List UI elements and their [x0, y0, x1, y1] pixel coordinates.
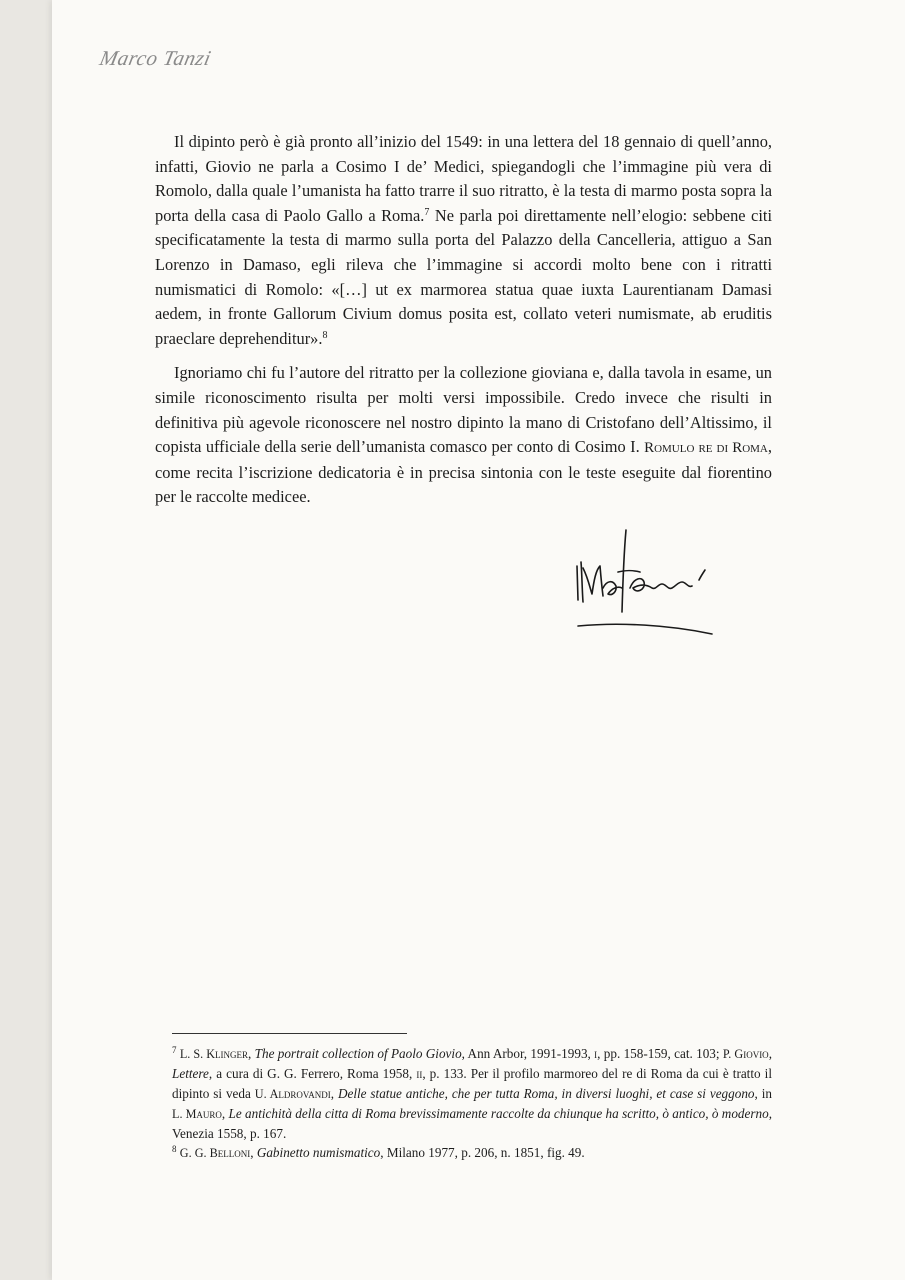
- paragraph: [155, 361, 772, 510]
- running-header: Marco Tanzi: [97, 46, 214, 70]
- footnote-text: , pp. 158-159, cat. 103;: [597, 1046, 723, 1061]
- paragraph: [155, 130, 772, 351]
- footnote-body: [180, 1145, 585, 1160]
- footnote: [172, 1044, 772, 1143]
- footnotes: [172, 1044, 772, 1163]
- small-caps-text: L. S. Klinger: [179, 1047, 249, 1061]
- footnote-text: , Milano 1977, p. 206, n. 1851, fig. 49.: [380, 1145, 585, 1160]
- paragraph-text: , come recita l’iscrizione dedicatoria è in precisa sintonia con le teste eseguite dal fiorentino per le raccolte medicee.: [155, 437, 772, 507]
- footnote-text: , Venezia 1558, p. 167.: [172, 1106, 772, 1141]
- paragraph-text: Il dipinto però è già pronto all’inizio del 1549: in una lettera del 18 gennaio di quell’anno, infatti, Giovio ne parla a Cosimo I de’ Medici, spiegandogli che l’immagine più vera di Romolo, dalla quale l’umanista ha fatto trarre il suo ritratto, è la testa di marmo posta sopra la porta della casa di Paolo Gallo a Roma.: [155, 132, 772, 225]
- small-caps-text: P. Giovio: [722, 1047, 769, 1061]
- footnote-text: , p. 133. Per il profilo marmoreo del re di Roma da cui è tratto il dipinto si veda: [172, 1066, 772, 1101]
- footnote-text: ,: [330, 1086, 338, 1101]
- small-caps-text: G. G. Belloni: [179, 1146, 251, 1160]
- footnote-text: ,: [250, 1145, 257, 1160]
- italic-title: Le antichità della citta di Roma brevissimamente raccolte da chiunque ha scritto, ò antico, ò moderno: [228, 1106, 769, 1121]
- small-caps-text: L. Mauro: [172, 1107, 222, 1121]
- footnote-text: , a cura di G. G. Ferrero, Roma 1958,: [208, 1066, 417, 1081]
- small-caps-text: i: [594, 1047, 598, 1061]
- footnote-number: 8: [172, 1144, 177, 1154]
- small-caps-text: ii: [416, 1067, 423, 1081]
- italic-title: Delle statue antiche, che per tutta Roma, in diversi luoghi, et case si veggono: [337, 1086, 755, 1101]
- footnote-text: , Ann Arbor, 1991-1993,: [461, 1046, 595, 1061]
- footnote-rule: [172, 1033, 407, 1034]
- footnote-text: ,: [248, 1046, 255, 1061]
- footnote-body: [172, 1046, 772, 1141]
- italic-title: The portrait collection of Paolo Giovio: [254, 1046, 462, 1061]
- footnote-ref[interactable]: 7: [424, 206, 430, 218]
- handwritten-signature: [570, 522, 720, 642]
- footnote-number: 7: [172, 1045, 177, 1055]
- footnote-text: , in: [754, 1086, 772, 1101]
- footnote-text: ,: [221, 1106, 229, 1121]
- main-text: [155, 130, 772, 510]
- footnote-text: ,: [768, 1046, 772, 1061]
- paragraph-text: Ignoriamo chi fu l’autore del ritratto per la collezione gioviana e, dalla tavola in esame, un simile riconoscimento risulta per molti versi impossibile. Credo invece che risulti in definitiva più agevole riconoscere nel nostro dipinto la mano di Cristofano dell’Altissimo, il copista ufficiale della serie dell’umanista comasco per conto di Cosimo I.: [155, 363, 772, 457]
- italic-title: Gabinetto numismatico: [256, 1145, 381, 1160]
- paragraph-text: Ne parla poi direttamente nell’elogio: sebbene citi specificatamente la testa di marmo sulla porta del Palazzo della Cancelleria, attiguo a San Lorenzo in Damaso, egli rileva che l’immagine si accordi molto bene con i ritratti numismatici di Romolo: «[…] ut ex marmorea statua quae iuxta Laurentianam Damasi aedem, in fronte Gallorum Civium domus posita est, collato veteri numismate, ab eruditis praeclare deprehenditur».: [155, 205, 772, 348]
- footnote-ref[interactable]: 8: [322, 329, 328, 341]
- inscription-text: Romulo re di Roma: [644, 440, 768, 457]
- small-caps-text: U. Aldrovandi: [254, 1087, 331, 1101]
- footnote: [172, 1143, 772, 1163]
- italic-title: Lettere: [172, 1066, 209, 1081]
